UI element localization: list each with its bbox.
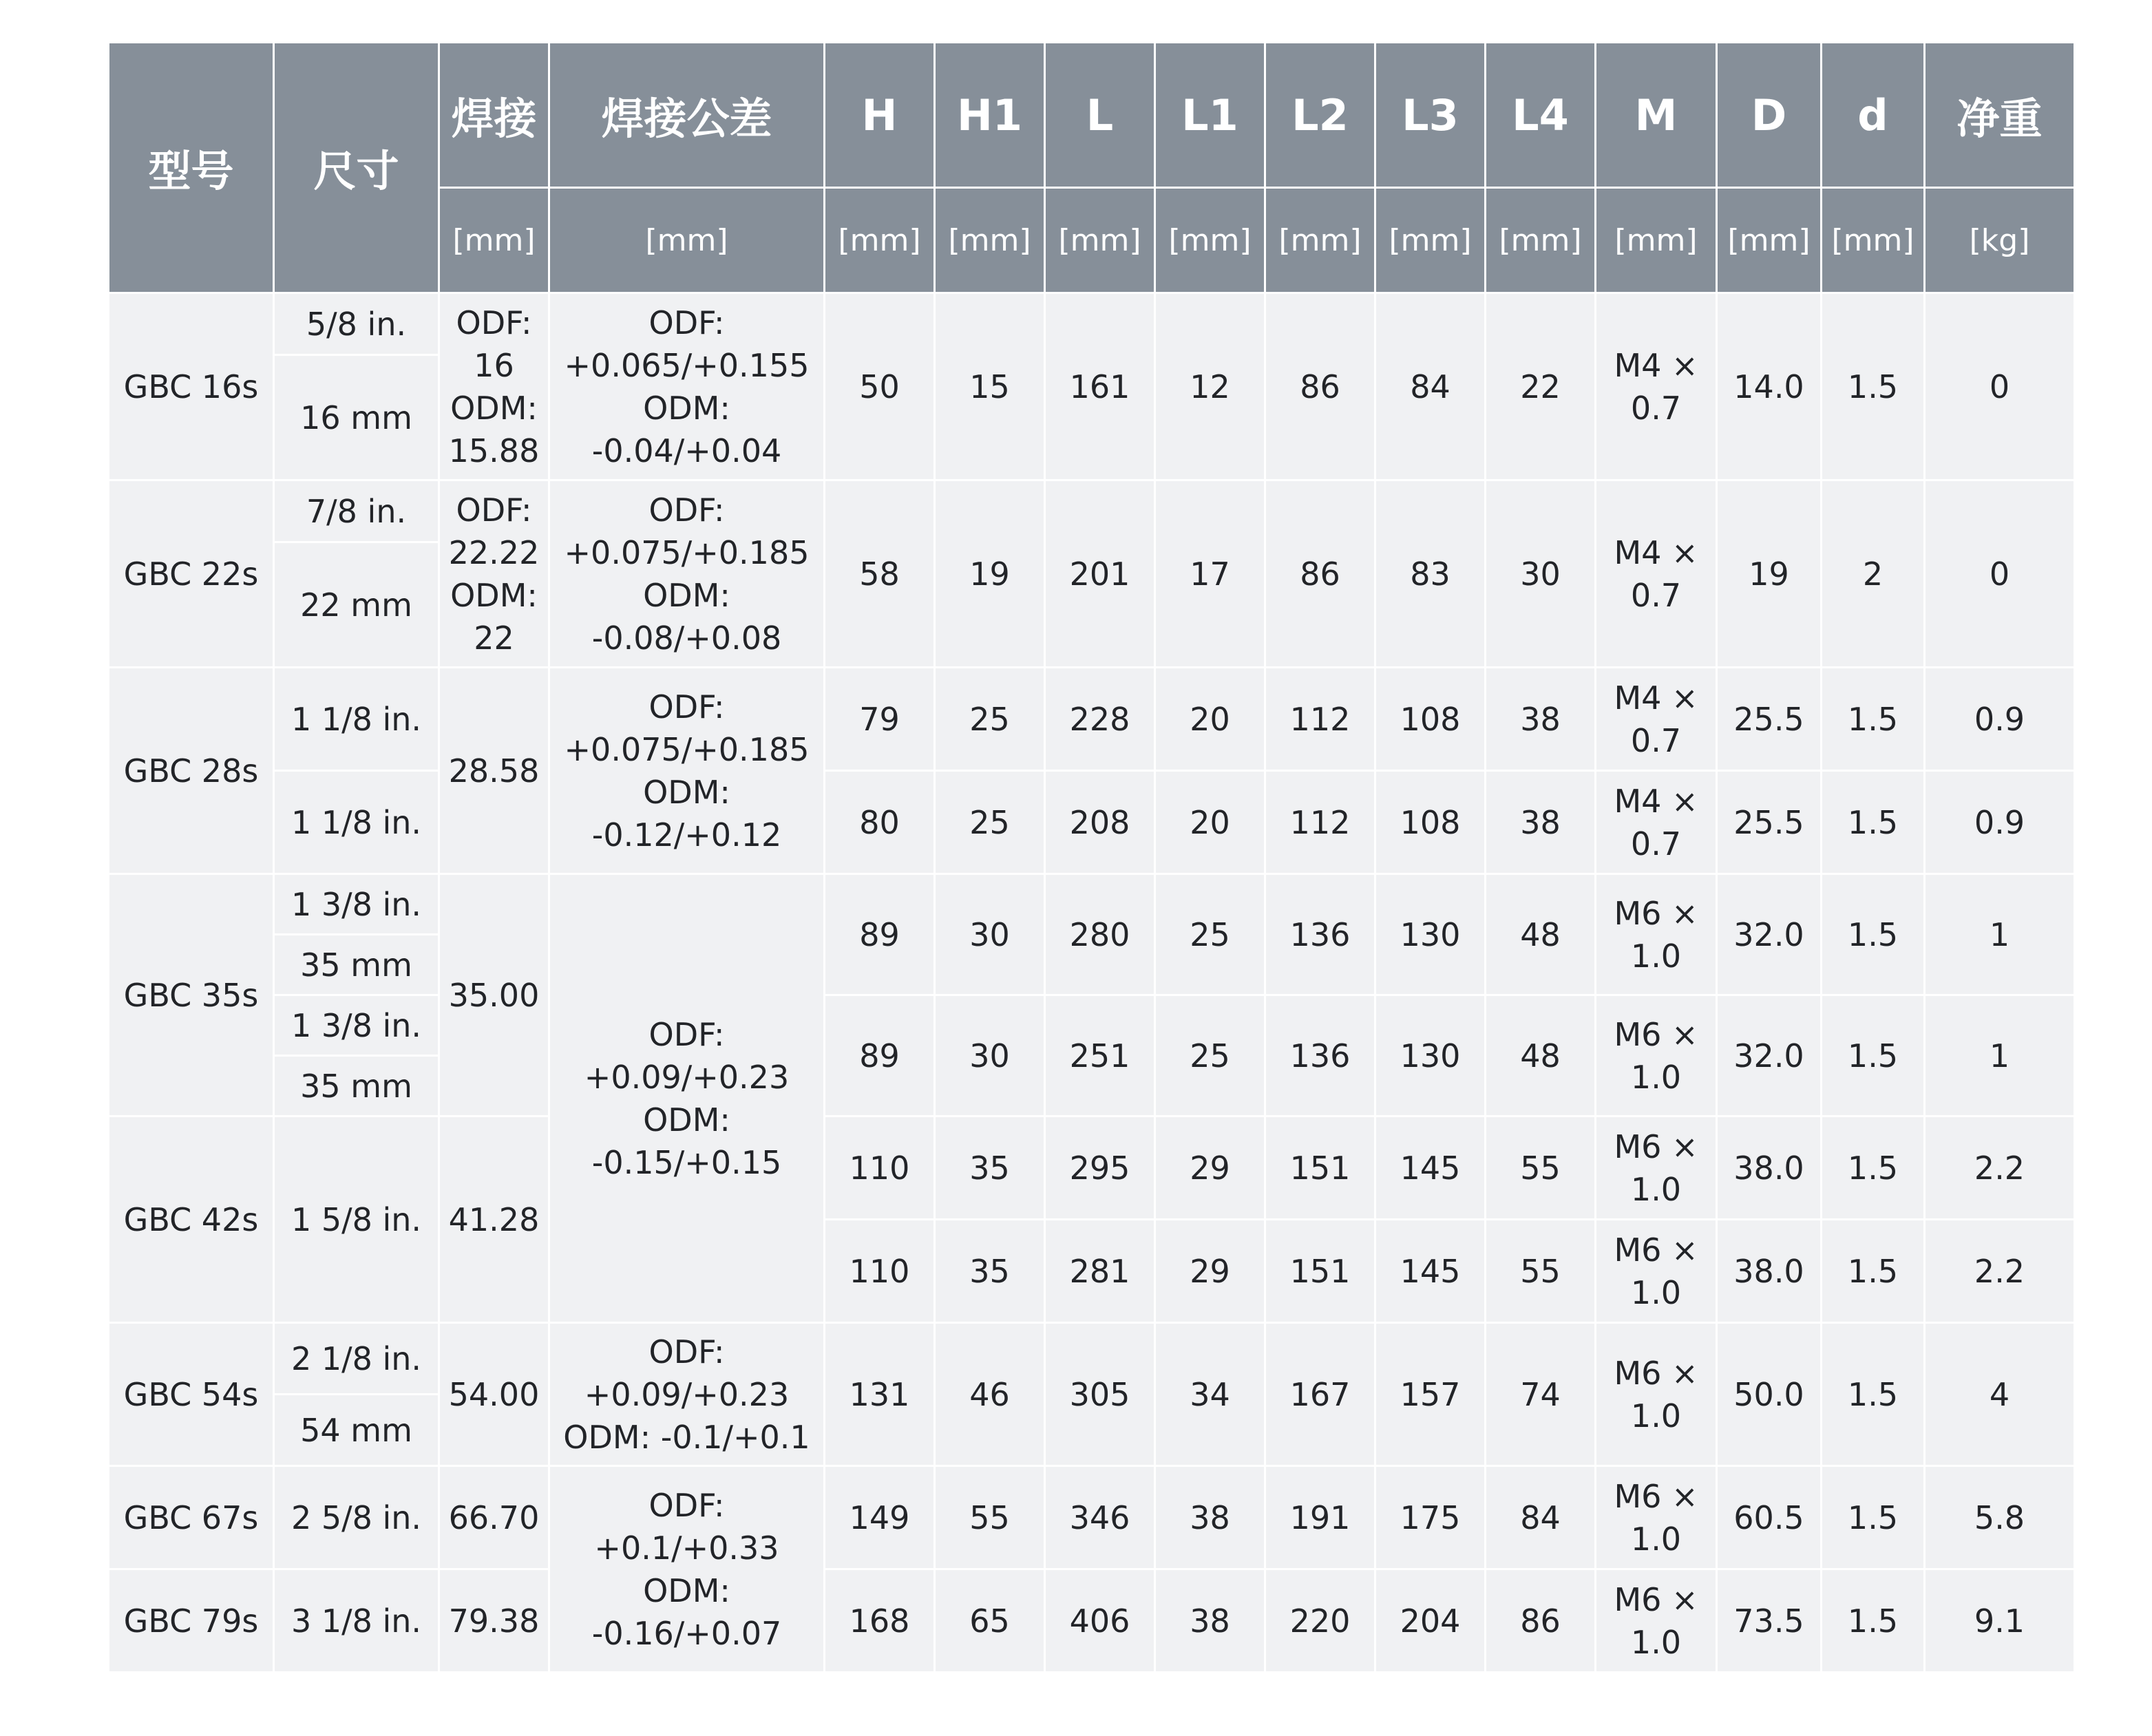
- L2-cell: 167: [1265, 1323, 1375, 1466]
- tolerance-line: ODM:: [643, 1101, 730, 1139]
- tolerance-cell: [549, 1323, 825, 1466]
- L-cell: 281: [1045, 1220, 1155, 1323]
- tolerance-line: ODM:: [643, 389, 730, 427]
- unit-L1: [mm]: [1155, 188, 1265, 293]
- table-row: [109, 1323, 2075, 1395]
- weld-line: 22.22: [448, 533, 540, 571]
- M-line: 1.0: [1630, 1623, 1682, 1661]
- M-line: 1.0: [1630, 1397, 1682, 1435]
- M-line: 1.0: [1630, 1058, 1682, 1096]
- header-L4: L4: [1486, 43, 1596, 188]
- header-L2: L2: [1265, 43, 1375, 188]
- d-cell: 2: [1822, 480, 1925, 668]
- size-cell: 35 mm: [274, 1056, 439, 1116]
- header-weld-tolerance: 焊接公差: [549, 43, 825, 188]
- D-cell: 19: [1717, 480, 1822, 668]
- H1-cell: 65: [935, 1569, 1045, 1673]
- tolerance-line: -0.04/+0.04: [591, 432, 782, 469]
- L4-cell: 22: [1486, 293, 1596, 480]
- weld-cell: 41.28: [439, 1116, 549, 1323]
- M-cell: [1596, 1323, 1717, 1466]
- D-cell: 32.0: [1717, 874, 1822, 995]
- tolerance-line: +0.075/+0.185: [564, 730, 810, 768]
- L2-cell: 136: [1265, 995, 1375, 1116]
- L4-cell: 48: [1486, 874, 1596, 995]
- M-cell: [1596, 771, 1717, 874]
- D-cell: 14.0: [1717, 293, 1822, 480]
- d-cell: 1.5: [1822, 1220, 1925, 1323]
- tolerance-line: -0.08/+0.08: [591, 619, 782, 657]
- d-cell: 1.5: [1822, 995, 1925, 1116]
- L1-cell: 25: [1155, 874, 1265, 995]
- L3-cell: 145: [1375, 1116, 1486, 1220]
- H1-cell: 25: [935, 668, 1045, 771]
- tolerance-line: +0.075/+0.185: [564, 533, 810, 571]
- tolerance-line: +0.09/+0.23: [584, 1058, 790, 1096]
- D-cell: 38.0: [1717, 1220, 1822, 1323]
- L-cell: 251: [1045, 995, 1155, 1116]
- size-cell: 1 1/8 in.: [274, 771, 439, 874]
- header-d: d: [1822, 43, 1925, 188]
- tolerance-line: ODM: -0.1/+0.1: [563, 1418, 810, 1456]
- L2-cell: 191: [1265, 1466, 1375, 1569]
- weld-cell: 54.00: [439, 1323, 549, 1466]
- L4-cell: 38: [1486, 771, 1596, 874]
- header-D: D: [1717, 43, 1822, 188]
- tolerance-cell: [549, 874, 825, 1323]
- weight-cell: 2.2: [1925, 1116, 2075, 1220]
- unit-L: [mm]: [1045, 188, 1155, 293]
- size-cell: 35 mm: [274, 935, 439, 995]
- M-cell: [1596, 1220, 1717, 1323]
- unit-weld: [mm]: [439, 188, 549, 293]
- H1-cell: 46: [935, 1323, 1045, 1466]
- M-line: 0.7: [1630, 721, 1682, 759]
- weld-cell: 28.58: [439, 668, 549, 874]
- L3-cell: 108: [1375, 771, 1486, 874]
- d-cell: 1.5: [1822, 1116, 1925, 1220]
- table-row: [109, 995, 2075, 1056]
- weld-line: 16: [474, 346, 514, 384]
- L-cell: 208: [1045, 771, 1155, 874]
- table-row: [109, 1116, 2075, 1220]
- model-cell: GBC 35s: [109, 874, 274, 1116]
- L4-cell: 55: [1486, 1220, 1596, 1323]
- weight-cell: 2.2: [1925, 1220, 2075, 1323]
- d-cell: 1.5: [1822, 293, 1925, 480]
- table-row: [109, 771, 2075, 874]
- weld-line: ODM:: [450, 389, 538, 427]
- unit-d: [mm]: [1822, 188, 1925, 293]
- weld-cell: [439, 480, 549, 668]
- H-cell: 79: [825, 668, 935, 771]
- M-line: M4 ×: [1614, 782, 1698, 820]
- weld-line: ODF:: [456, 491, 532, 529]
- size-cell: 5/8 in.: [274, 293, 439, 355]
- L3-cell: 130: [1375, 874, 1486, 995]
- M-cell: [1596, 480, 1717, 668]
- M-cell: [1596, 668, 1717, 771]
- size-cell: 2 1/8 in.: [274, 1323, 439, 1395]
- tolerance-line: +0.065/+0.155: [564, 346, 810, 384]
- L2-cell: 112: [1265, 771, 1375, 874]
- header-weld: 焊接: [439, 43, 549, 188]
- L4-cell: 30: [1486, 480, 1596, 668]
- M-line: M4 ×: [1614, 679, 1698, 717]
- M-line: M6 ×: [1614, 1477, 1698, 1515]
- L3-cell: 157: [1375, 1323, 1486, 1466]
- tolerance-cell: [549, 293, 825, 480]
- d-cell: 1.5: [1822, 1569, 1925, 1673]
- M-line: 0.7: [1630, 389, 1682, 427]
- H1-cell: 19: [935, 480, 1045, 668]
- H-cell: 89: [825, 995, 935, 1116]
- unit-H1: [mm]: [935, 188, 1045, 293]
- L-cell: 280: [1045, 874, 1155, 995]
- L4-cell: 84: [1486, 1466, 1596, 1569]
- weight-cell: 0.9: [1925, 771, 2075, 874]
- weight-cell: 0.9: [1925, 668, 2075, 771]
- M-line: M6 ×: [1614, 1128, 1698, 1165]
- header-L3: L3: [1375, 43, 1486, 188]
- tolerance-line: ODF: +0.1/+0.33: [594, 1486, 779, 1567]
- table-row: [109, 874, 2075, 935]
- M-line: M4 ×: [1614, 533, 1698, 571]
- L-cell: 305: [1045, 1323, 1155, 1466]
- size-cell: 1 1/8 in.: [274, 668, 439, 771]
- unit-L2: [mm]: [1265, 188, 1375, 293]
- L3-cell: 130: [1375, 995, 1486, 1116]
- d-cell: 1.5: [1822, 771, 1925, 874]
- M-line: 0.7: [1630, 825, 1682, 862]
- L1-cell: 20: [1155, 771, 1265, 874]
- weight-cell: 4: [1925, 1323, 2075, 1466]
- L1-cell: 38: [1155, 1466, 1265, 1569]
- tolerance-line: ODM:: [643, 576, 730, 614]
- table-row: [109, 293, 2075, 355]
- L1-cell: 17: [1155, 480, 1265, 668]
- table-row: [109, 1466, 2075, 1569]
- header-row: [109, 43, 2075, 188]
- unit-weight: [kg]: [1925, 188, 2075, 293]
- header-H1: H1: [935, 43, 1045, 188]
- weight-cell: 0: [1925, 480, 2075, 668]
- M-line: 1.0: [1630, 1170, 1682, 1208]
- header-H: H: [825, 43, 935, 188]
- weld-line: ODM:: [450, 576, 538, 614]
- L2-cell: 151: [1265, 1116, 1375, 1220]
- M-cell: [1596, 995, 1717, 1116]
- D-cell: 50.0: [1717, 1323, 1822, 1466]
- weld-line: 22: [474, 619, 514, 657]
- header-L: L: [1045, 43, 1155, 188]
- H-cell: 110: [825, 1220, 935, 1323]
- weld-cell: 35.00: [439, 874, 549, 1116]
- weld-cell: 66.70: [439, 1466, 549, 1569]
- unit-L4: [mm]: [1486, 188, 1596, 293]
- M-line: 1.0: [1630, 1273, 1682, 1311]
- weld-cell: [439, 293, 549, 480]
- M-line: M4 ×: [1614, 346, 1698, 384]
- weld-line: ODF:: [456, 304, 532, 341]
- weight-cell: 9.1: [1925, 1569, 2075, 1673]
- header-model: 型号: [109, 43, 274, 293]
- M-line: 1.0: [1630, 1520, 1682, 1558]
- L1-cell: 25: [1155, 995, 1265, 1116]
- H1-cell: 25: [935, 771, 1045, 874]
- tolerance-cell: [549, 480, 825, 668]
- D-cell: 73.5: [1717, 1569, 1822, 1673]
- weight-cell: 1: [1925, 995, 2075, 1116]
- d-cell: 1.5: [1822, 1323, 1925, 1466]
- size-cell: 1 5/8 in.: [274, 1116, 439, 1323]
- M-cell: [1596, 1569, 1717, 1673]
- D-cell: 60.5: [1717, 1466, 1822, 1569]
- D-cell: 25.5: [1717, 668, 1822, 771]
- size-cell: 3 1/8 in.: [274, 1569, 439, 1673]
- size-cell: 54 mm: [274, 1395, 439, 1466]
- M-line: M6 ×: [1614, 894, 1698, 932]
- H1-cell: 35: [935, 1220, 1045, 1323]
- tolerance-line: -0.16/+0.07: [591, 1614, 782, 1652]
- L4-cell: 48: [1486, 995, 1596, 1116]
- size-cell: 1 3/8 in.: [274, 995, 439, 1056]
- L-cell: 161: [1045, 293, 1155, 480]
- model-cell: GBC 54s: [109, 1323, 274, 1466]
- L1-cell: 34: [1155, 1323, 1265, 1466]
- M-cell: [1596, 874, 1717, 995]
- tolerance-line: ODM:: [643, 773, 730, 811]
- M-line: 0.7: [1630, 576, 1682, 614]
- tolerance-line: ODF:: [648, 304, 725, 341]
- tolerance-line: ODF:: [648, 688, 725, 726]
- L-cell: 406: [1045, 1569, 1155, 1673]
- tolerance-line: ODF:: [648, 1333, 725, 1370]
- weight-cell: 5.8: [1925, 1466, 2075, 1569]
- unit-weld-tolerance: [mm]: [549, 188, 825, 293]
- L1-cell: 20: [1155, 668, 1265, 771]
- tolerance-line: ODF:: [648, 491, 725, 529]
- L3-cell: 204: [1375, 1569, 1486, 1673]
- M-cell: [1596, 1466, 1717, 1569]
- L-cell: 201: [1045, 480, 1155, 668]
- model-cell: GBC 42s: [109, 1116, 274, 1323]
- model-cell: GBC 16s: [109, 293, 274, 480]
- H-cell: 168: [825, 1569, 935, 1673]
- M-line: 1.0: [1630, 937, 1682, 975]
- L4-cell: 38: [1486, 668, 1596, 771]
- header-L1: L1: [1155, 43, 1265, 188]
- size-cell: 7/8 in.: [274, 480, 439, 542]
- H1-cell: 30: [935, 874, 1045, 995]
- size-cell: 2 5/8 in.: [274, 1466, 439, 1569]
- table-row: [109, 480, 2075, 542]
- model-cell: GBC 67s: [109, 1466, 274, 1569]
- model-cell: GBC 79s: [109, 1569, 274, 1673]
- M-line: M6 ×: [1614, 1015, 1698, 1053]
- unit-M: [mm]: [1596, 188, 1717, 293]
- L3-cell: 83: [1375, 480, 1486, 668]
- M-line: M6 ×: [1614, 1354, 1698, 1392]
- header-size: 尺寸: [274, 43, 439, 293]
- size-cell: 1 3/8 in.: [274, 874, 439, 935]
- M-cell: [1596, 293, 1717, 480]
- D-cell: 38.0: [1717, 1116, 1822, 1220]
- M-line: M6 ×: [1614, 1231, 1698, 1269]
- d-cell: 1.5: [1822, 1466, 1925, 1569]
- tolerance-line: +0.09/+0.23: [584, 1375, 790, 1413]
- H1-cell: 35: [935, 1116, 1045, 1220]
- L4-cell: 74: [1486, 1323, 1596, 1466]
- L4-cell: 55: [1486, 1116, 1596, 1220]
- L1-cell: 29: [1155, 1220, 1265, 1323]
- L3-cell: 145: [1375, 1220, 1486, 1323]
- L2-cell: 86: [1265, 480, 1375, 668]
- H-cell: 131: [825, 1323, 935, 1466]
- size-cell: 22 mm: [274, 542, 439, 668]
- table-row: [109, 1569, 2075, 1673]
- tolerance-line: ODF:: [648, 1015, 725, 1053]
- H-cell: 110: [825, 1116, 935, 1220]
- L1-cell: 12: [1155, 293, 1265, 480]
- header-weight: 净重: [1925, 43, 2075, 188]
- L2-cell: 151: [1265, 1220, 1375, 1323]
- spec-table: [107, 41, 2076, 1673]
- D-cell: 32.0: [1717, 995, 1822, 1116]
- L-cell: 346: [1045, 1466, 1155, 1569]
- L2-cell: 136: [1265, 874, 1375, 995]
- unit-H: [mm]: [825, 188, 935, 293]
- model-cell: GBC 28s: [109, 668, 274, 874]
- tolerance-line: -0.12/+0.12: [591, 816, 782, 854]
- size-cell: 16 mm: [274, 355, 439, 480]
- M-cell: [1596, 1116, 1717, 1220]
- H-cell: 50: [825, 293, 935, 480]
- weld-cell: 79.38: [439, 1569, 549, 1673]
- L-cell: 295: [1045, 1116, 1155, 1220]
- L-cell: 228: [1045, 668, 1155, 771]
- L1-cell: 29: [1155, 1116, 1265, 1220]
- d-cell: 1.5: [1822, 668, 1925, 771]
- unit-L3: [mm]: [1375, 188, 1486, 293]
- L3-cell: 84: [1375, 293, 1486, 480]
- header-M: M: [1596, 43, 1717, 188]
- H1-cell: 15: [935, 293, 1045, 480]
- tolerance-cell: [549, 668, 825, 874]
- H-cell: 89: [825, 874, 935, 995]
- M-line: M6 ×: [1614, 1580, 1698, 1618]
- model-cell: GBC 22s: [109, 480, 274, 668]
- L2-cell: 220: [1265, 1569, 1375, 1673]
- D-cell: 25.5: [1717, 771, 1822, 874]
- H1-cell: 30: [935, 995, 1045, 1116]
- H1-cell: 55: [935, 1466, 1045, 1569]
- tolerance-line: -0.15/+0.15: [591, 1143, 782, 1181]
- L1-cell: 38: [1155, 1569, 1265, 1673]
- H-cell: 58: [825, 480, 935, 668]
- d-cell: 1.5: [1822, 874, 1925, 995]
- L3-cell: 175: [1375, 1466, 1486, 1569]
- unit-D: [mm]: [1717, 188, 1822, 293]
- weld-line: 15.88: [448, 432, 540, 469]
- weight-cell: 1: [1925, 874, 2075, 995]
- L4-cell: 86: [1486, 1569, 1596, 1673]
- L2-cell: 86: [1265, 293, 1375, 480]
- L3-cell: 108: [1375, 668, 1486, 771]
- weight-cell: 0: [1925, 293, 2075, 480]
- tolerance-line: ODM:: [643, 1571, 730, 1609]
- H-cell: 149: [825, 1466, 935, 1569]
- tolerance-cell: [549, 1466, 825, 1673]
- H-cell: 80: [825, 771, 935, 874]
- table-row: [109, 668, 2075, 771]
- L2-cell: 112: [1265, 668, 1375, 771]
